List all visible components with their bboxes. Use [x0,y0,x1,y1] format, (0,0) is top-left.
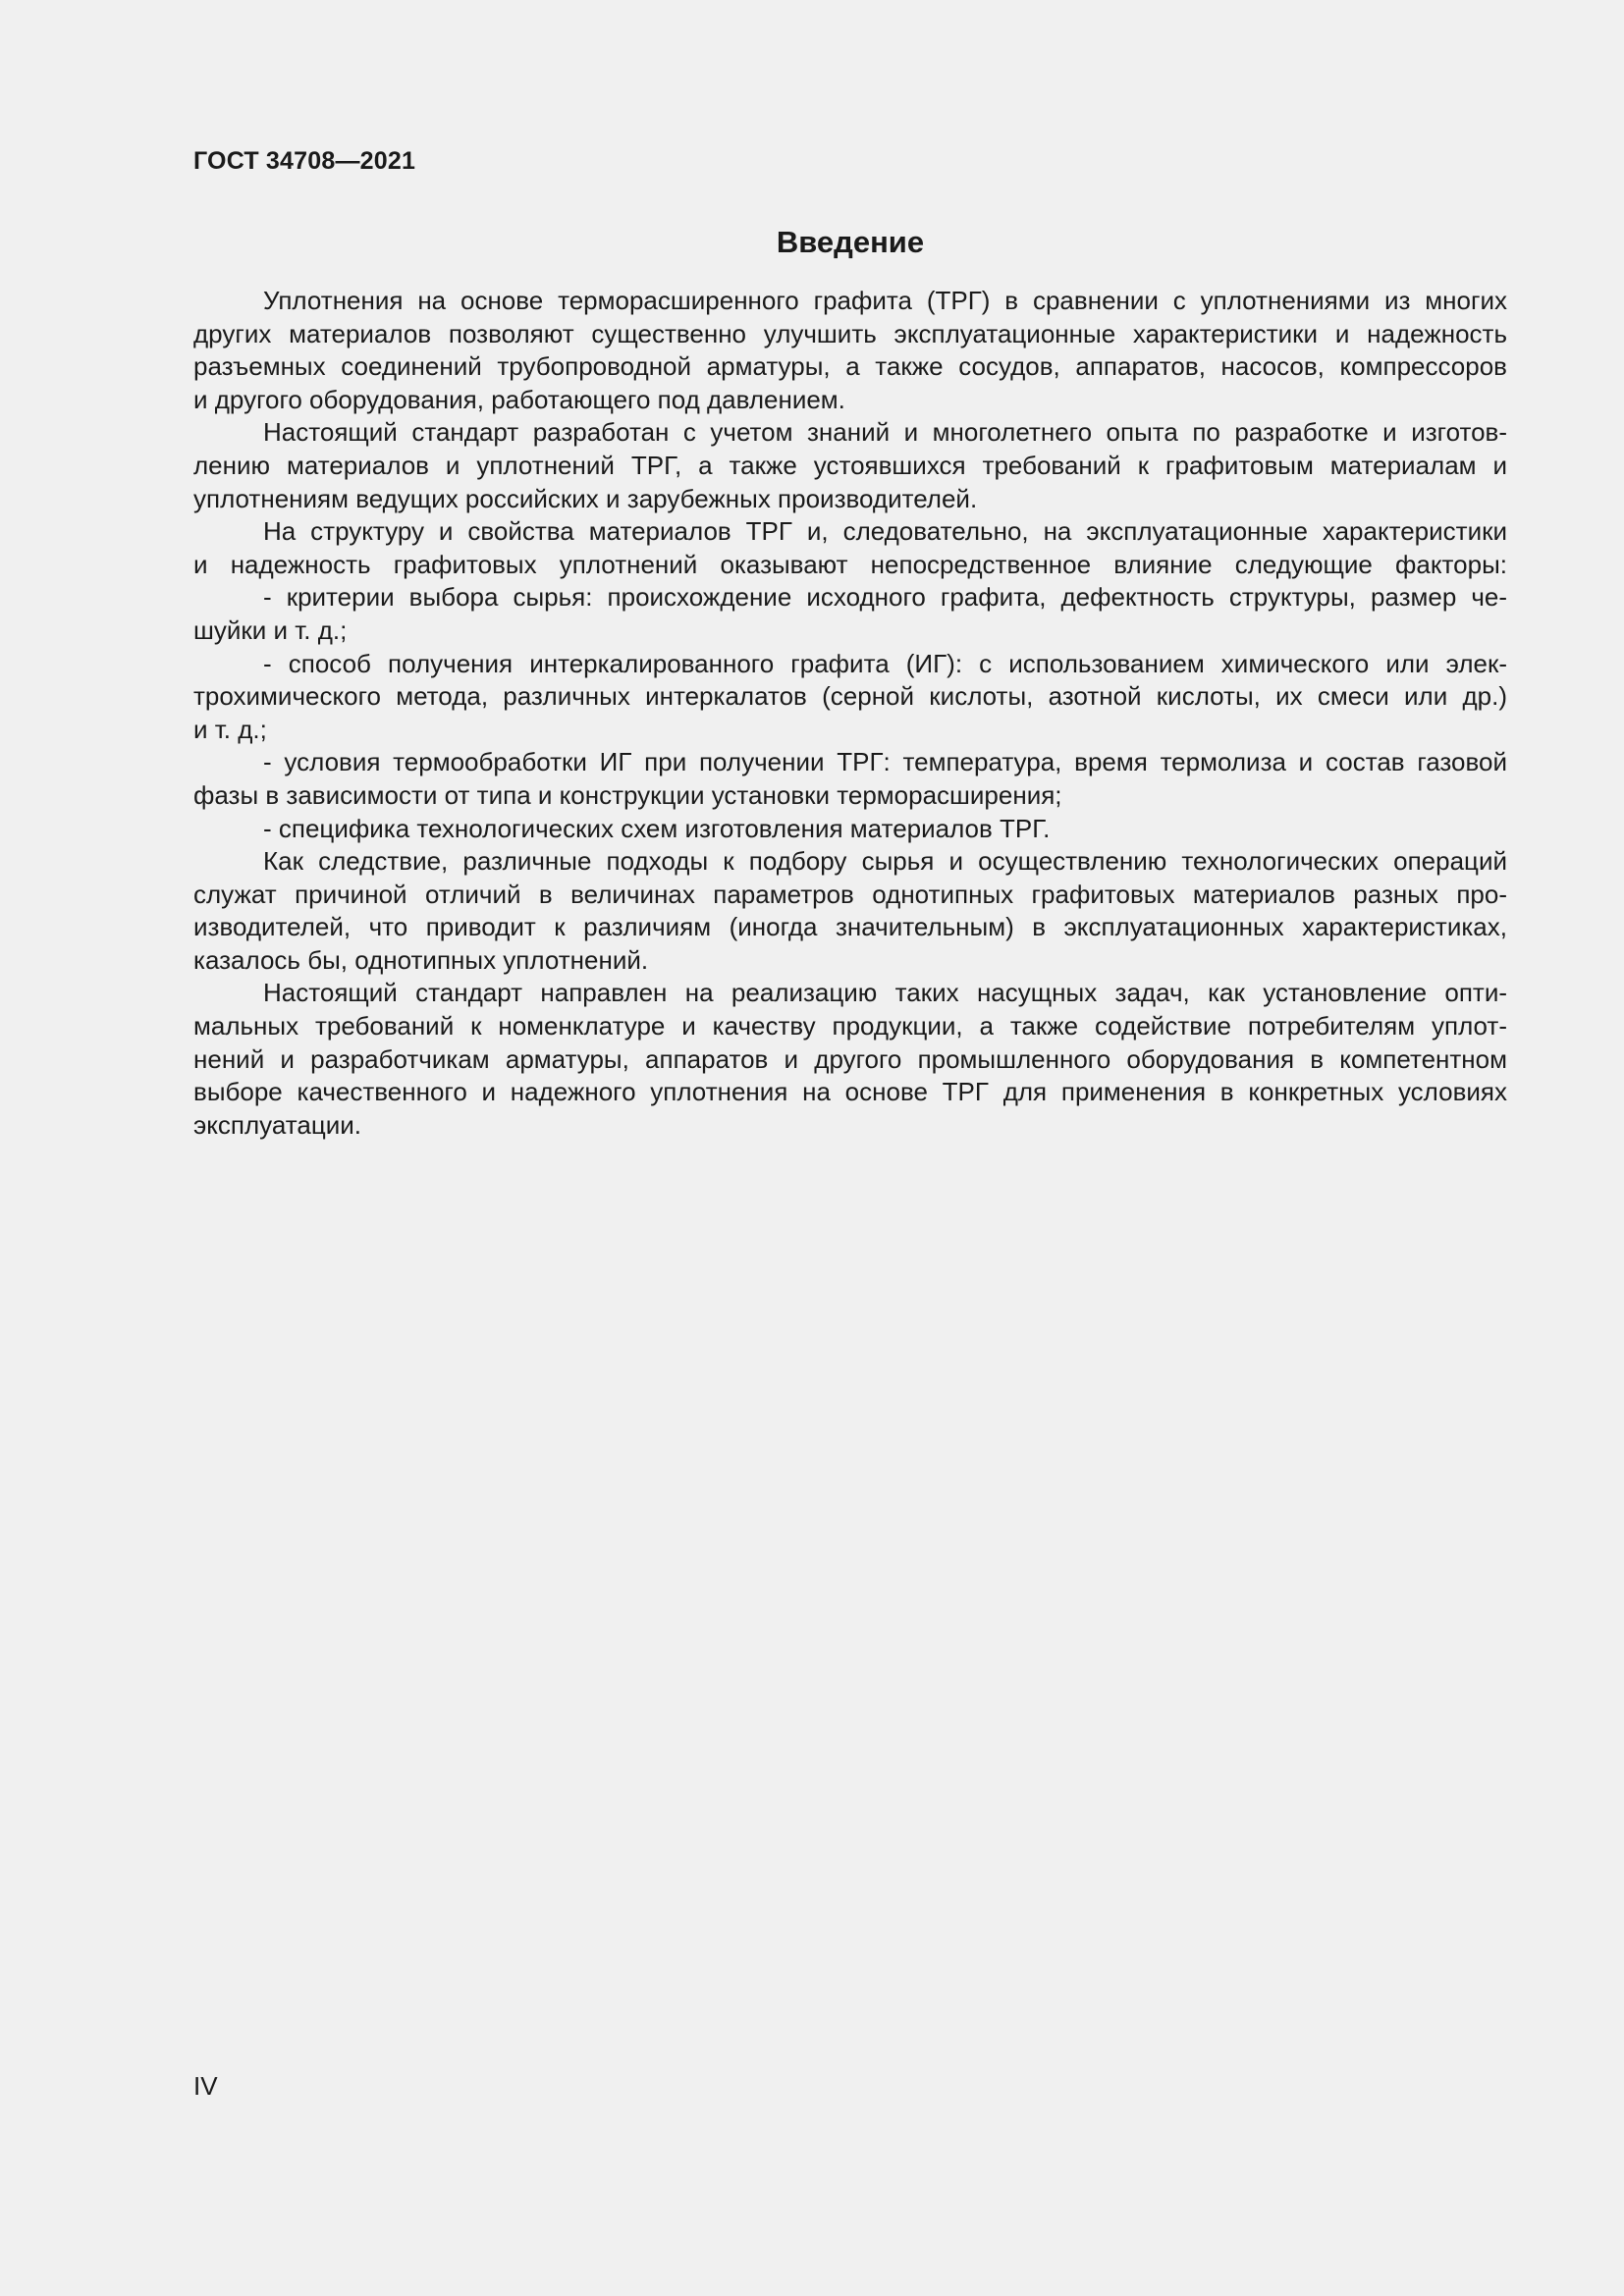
text-line: разъемных соединений трубопроводной арматуры, а также сосудов, аппаратов, насосов, компрессоров [193,351,1507,382]
text-line: - условия термообработки ИГ при получении ТРГ: температура, время термолиза и состав газовой [263,747,1507,777]
text-line: - специфика технологических схем изготовления материалов ТРГ. [263,813,1051,843]
text-line: Настоящий стандарт разработан с учетом знаний и многолетнего опыта по разработке и изготов- [263,417,1507,448]
text-line: Уплотнения на основе терморасширенного графита (ТРГ) в сравнении с уплотнениями из многих [263,286,1507,315]
text-line: и надежность графитовых уплотнений оказывают непосредственное влияние следующие факторы: [193,549,1507,579]
text-line: трохимического метода, различных интеркалатов (серной кислоты, азотной кислоты, их смеси или др.) [193,681,1507,712]
text-line: выборе качественного и надежного уплотнения на основе ТРГ для применения в конкретных условиях [193,1077,1507,1107]
section-title: Введение [776,225,925,259]
text-line: На структуру и свойства материалов ТРГ и, следовательно, на эксплуатационные характеристики [263,516,1507,547]
text-line: и т. д.; [193,714,267,744]
text-line: служат причиной отличий в величинах параметров однотипных графитовых материалов разных про- [193,879,1507,909]
text-line: шуйки и т. д.; [193,614,348,645]
page-number: IV [193,2071,218,2101]
text-line: эксплуатации. [193,1109,362,1140]
text-line: других материалов позволяют существенно улучшить эксплуатационные характеристики и надежность [193,318,1507,348]
introduction-body [193,285,1507,1142]
text-line: Как следствие, различные подходы к подбору сырья и осуществлению технологических операций [263,846,1507,877]
text-line: казалось бы, однотипных уплотнений. [193,944,649,975]
text-line: Настоящий стандарт направлен на реализацию таких насущных задач, как установление опти- [263,978,1507,1008]
text-line: изводителей, что приводит к различиям (иногда значительным) в эксплуатационных характеристиках, [193,912,1507,942]
text-line: нений и разработчикам арматуры, аппаратов и другого промышленного оборудования в компетентном [193,1043,1507,1074]
document-header: ГОСТ 34708—2021 [193,147,416,175]
text-line: и другого оборудования, работающего под давлением. [193,384,845,414]
text-line: фазы в зависимости от типа и конструкции установки терморасширения; [193,779,1062,810]
text-line: - способ получения интеркалированного графита (ИГ): с использованием химического или элек- [263,648,1507,678]
text-line: уплотнениям ведущих российских и зарубежных производителей. [193,483,978,513]
text-line: мальных требований к номенклатуре и качеству продукции, а также содействие потребителям уплот- [193,1011,1507,1041]
text-line: лению материалов и уплотнений ТРГ, а также устоявшихся требований к графитовым материалам и [193,450,1507,480]
text-line: - критерии выбора сырья: происхождение исходного графита, дефектность структуры, размер че- [263,582,1507,613]
